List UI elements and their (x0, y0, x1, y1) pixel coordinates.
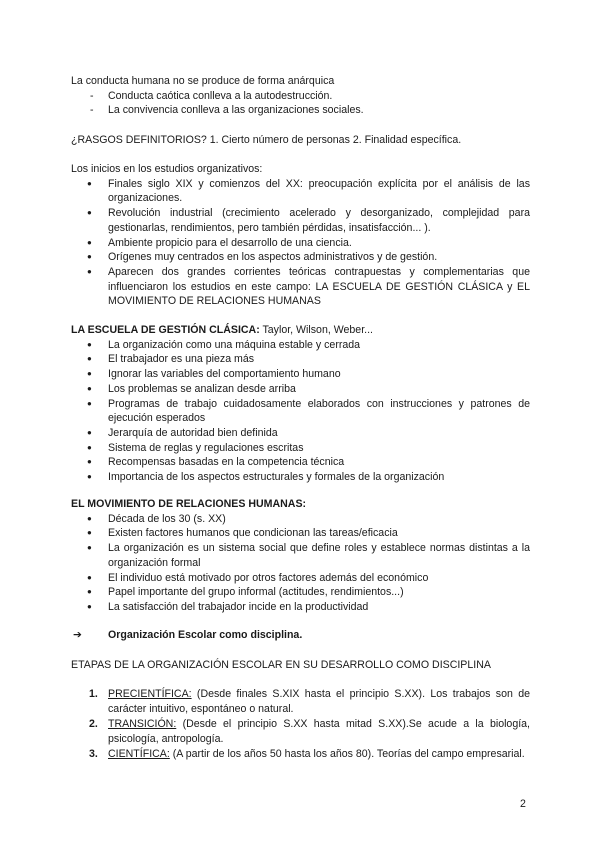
list-item: ● Recompensas basadas en la competencia técnica (71, 455, 530, 470)
list-item: ● Década de los 30 (s. XX) (71, 512, 530, 527)
arrow-right-icon: ➔ (73, 629, 82, 641)
clasica-section (71, 323, 530, 485)
list-item (71, 687, 530, 717)
list-item (71, 717, 530, 747)
clasica-authors: Taylor, Wilson, Weber... (259, 324, 373, 336)
inicios-section (71, 162, 530, 309)
list-item: ● Los problemas se analizan desde arriba (71, 382, 530, 397)
relaciones-list (71, 512, 530, 615)
item-number: 1. (89, 688, 98, 700)
etapas-list-block (71, 687, 530, 762)
etapa-term: PRECIENTÍFICA: (108, 688, 192, 700)
relaciones-heading: EL MOVIMIENTO DE RELACIONES HUMANAS: (71, 498, 307, 510)
rasgos-text: ¿RASGOS DEFINITORIOS? 1. Cierto número de personas 2. Finalidad específica. (71, 134, 462, 146)
intro-heading: La conducta humana no se produce de forma anárquica (71, 75, 335, 87)
etapa-text: (A partir de los años 50 hasta los años 80). Teorías del campo empresarial. (169, 748, 525, 760)
disciplina-section (71, 628, 530, 643)
item-number: 3. (89, 748, 98, 760)
clasica-heading: LA ESCUELA DE GESTIÓN CLÁSICA: (71, 324, 260, 336)
etapas-heading: ETAPAS DE LA ORGANIZACIÓN ESCOLAR EN SU DESARROLLO COMO DISCIPLINA (71, 659, 491, 671)
list-item: ● Programas de trabajo cuidadosamente elaborados con instrucciones y patrones de ejecución esperados (71, 397, 530, 426)
page-number: 2 (520, 798, 526, 810)
etapa-term: CIENTÍFICA: (108, 748, 170, 760)
etapa-term: TRANSICIÓN: (108, 718, 177, 730)
list-item: ● Importancia de los aspectos estructurales y formales de la organización (71, 470, 530, 485)
clasica-list (71, 338, 530, 485)
list-item: ● Existen factores humanos que condicionan las tareas/eficacia (71, 526, 530, 541)
list-item: ● El individuo está motivado por otros factores además del económico (71, 571, 530, 586)
list-item: ● La satisfacción del trabajador incide en la productividad (71, 600, 530, 615)
etapas-section (71, 658, 530, 673)
inicios-list (71, 177, 530, 309)
list-item: - La convivencia conlleva a las organizaciones sociales. (71, 103, 530, 118)
intro-list (71, 89, 530, 118)
intro-section (71, 74, 530, 118)
list-item: ● Ambiente propicio para el desarrollo de una ciencia. (71, 236, 530, 251)
etapa-text: (Desde finales S.XIX hasta el principio S.XX). Los trabajos son de carácter intuitivo, espontáneo o natural. (108, 688, 530, 715)
list-item: ● Jerarquía de autoridad bien definida (71, 426, 530, 441)
inicios-heading: Los inicios en los estudios organizativos: (71, 163, 263, 175)
relaciones-section (71, 497, 530, 615)
list-item: ● El trabajador es una pieza más (71, 352, 530, 367)
list-item: ● Sistema de reglas y regulaciones escritas (71, 441, 530, 456)
item-number: 2. (89, 718, 98, 730)
etapa-text: (Desde el principio S.XX hasta mitad S.XX).Se acude a la biología, psicología, antropología. (108, 718, 530, 745)
list-item: ● La organización es un sistema social que define roles y establece normas distintas a la organización formal (71, 541, 530, 570)
list-item: ● Finales siglo XIX y comienzos del XX: preocupación explícita por el análisis de las organizaciones. (71, 177, 530, 206)
rasgos-section (71, 133, 530, 148)
list-item: ● Orígenes muy centrados en los aspectos administrativos y de gestión. (71, 250, 530, 265)
disciplina-label: Organización Escolar como disciplina. (108, 629, 303, 641)
list-item: ● Revolución industrial (crecimiento acelerado y desorganizado, complejidad para gestionarlas, rendimientos, pero también pérdidas, insatisfacción... ). (71, 206, 530, 235)
list-item: ● Ignorar las variables del comportamiento humano (71, 367, 530, 382)
etapas-list (71, 687, 530, 762)
list-item: ● La organización como una máquina estable y cerrada (71, 338, 530, 353)
disciplina-row (71, 628, 530, 643)
list-item (71, 747, 530, 762)
list-item: ● Papel importante del grupo informal (actitudes, rendimientos...) (71, 585, 530, 600)
list-item: - Conducta caótica conlleva a la autodestrucción. (71, 89, 530, 104)
list-item: ● Aparecen dos grandes corrientes teóricas contrapuestas y complementarias que influenciaron los estudios en este campo: LA ESCUELA DE GESTIÓN CLÁSICA y EL MOVIMIENTO DE RELACIONES HUMANAS (71, 265, 530, 309)
clasica-heading-line (71, 323, 530, 338)
